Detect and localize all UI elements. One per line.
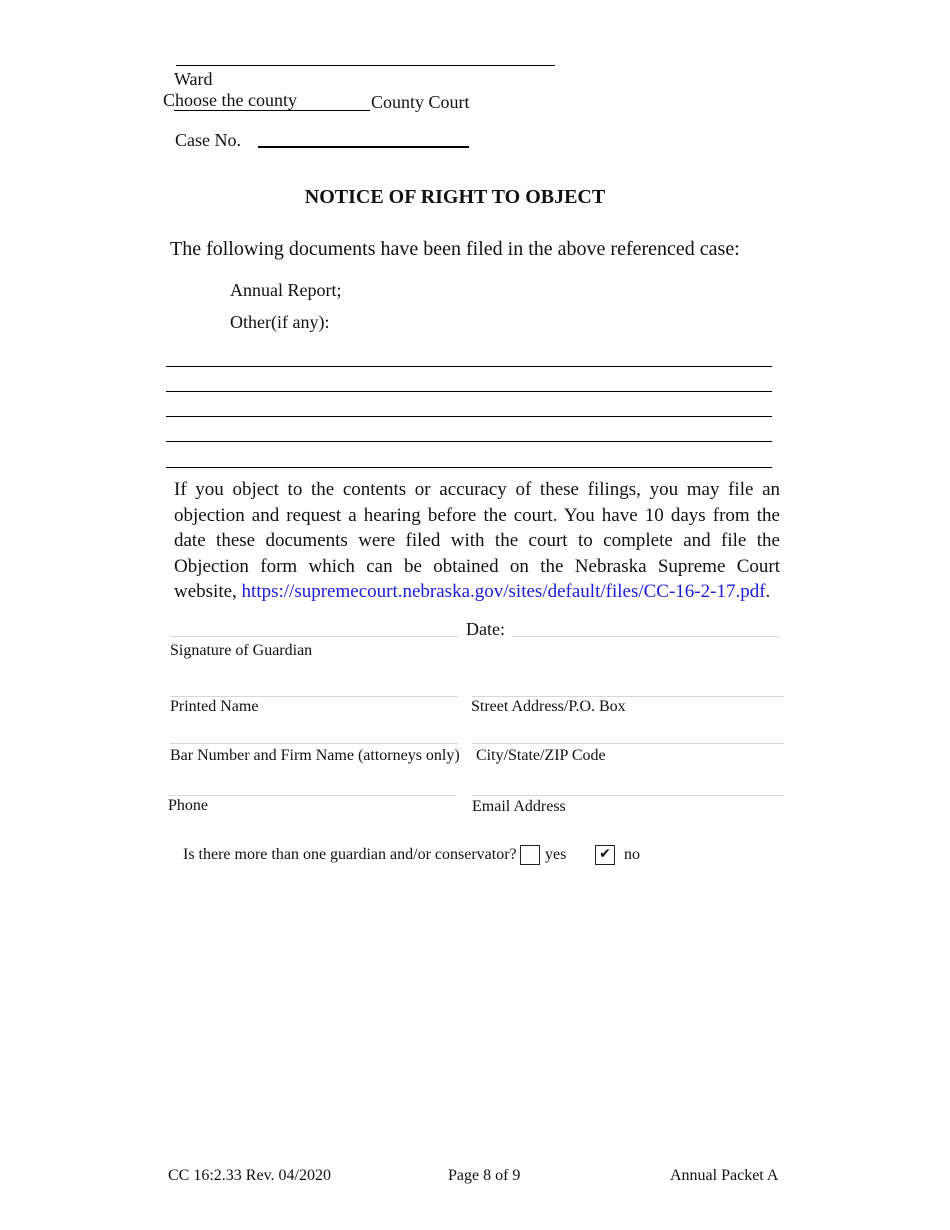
intro-text: The following documents have been filed in the above referenced case: [170,238,740,260]
date-field[interactable] [512,636,780,637]
guardian-question: Is there more than one guardian and/or conservator? [183,846,517,863]
email-label: Email Address [472,798,566,815]
objection-text: If you object to the contents or accuracy of these filings, you may file an objection and request a hearing before the court. You have 10 days from the date these documents were filed with the court to complete and file the Objection form which can be obtained on the Nebraska Supreme Court website, [174,479,780,602]
phone-label: Phone [168,797,208,814]
no-checkbox[interactable]: ✔ [595,845,615,865]
other-document-line[interactable] [166,441,772,442]
county-select[interactable]: Choose the county [163,90,297,110]
city-state-zip-label: City/State/ZIP Code [476,747,606,764]
yes-checkbox[interactable] [520,845,540,865]
date-label: Date: [466,619,505,639]
case-no-label: Case No. [175,130,241,150]
printed-name-label: Printed Name [170,698,259,715]
case-no-field[interactable] [258,146,469,148]
signature-field[interactable] [170,636,458,637]
document-other: Other(if any): [230,312,330,332]
bar-number-label: Bar Number and Firm Name (attorneys only) [170,747,460,764]
bar-number-field[interactable] [170,743,458,744]
county-select-underline [174,110,370,111]
phone-field[interactable] [168,795,456,796]
city-state-zip-field[interactable] [472,743,784,744]
other-document-line[interactable] [166,391,772,392]
footer-packet: Annual Packet A [670,1167,779,1184]
yes-label: yes [545,846,567,863]
no-label: no [624,846,640,863]
objection-period: . [765,581,771,602]
ward-label: Ward [174,69,213,89]
email-field[interactable] [472,795,784,796]
footer-form-id: CC 16:2.33 Rev. 04/2020 [168,1167,331,1184]
objection-paragraph [174,477,780,605]
court-label: County Court [371,92,470,112]
footer-page-number: Page 8 of 9 [448,1167,521,1184]
street-address-label: Street Address/P.O. Box [471,698,626,715]
objection-form-link[interactable]: https://supremecourt.nebraska.gov/sites/default/files/CC-16-2-17.pdf [241,581,766,602]
other-document-line[interactable] [166,467,772,468]
document-annual-report: Annual Report; [230,280,342,300]
page-title: NOTICE OF RIGHT TO OBJECT [304,186,606,208]
other-document-line[interactable] [166,366,772,367]
signature-label: Signature of Guardian [170,642,313,659]
printed-name-field[interactable] [170,696,458,697]
street-address-field[interactable] [472,696,784,697]
other-document-line[interactable] [166,416,772,417]
ward-name-line[interactable] [176,65,555,66]
